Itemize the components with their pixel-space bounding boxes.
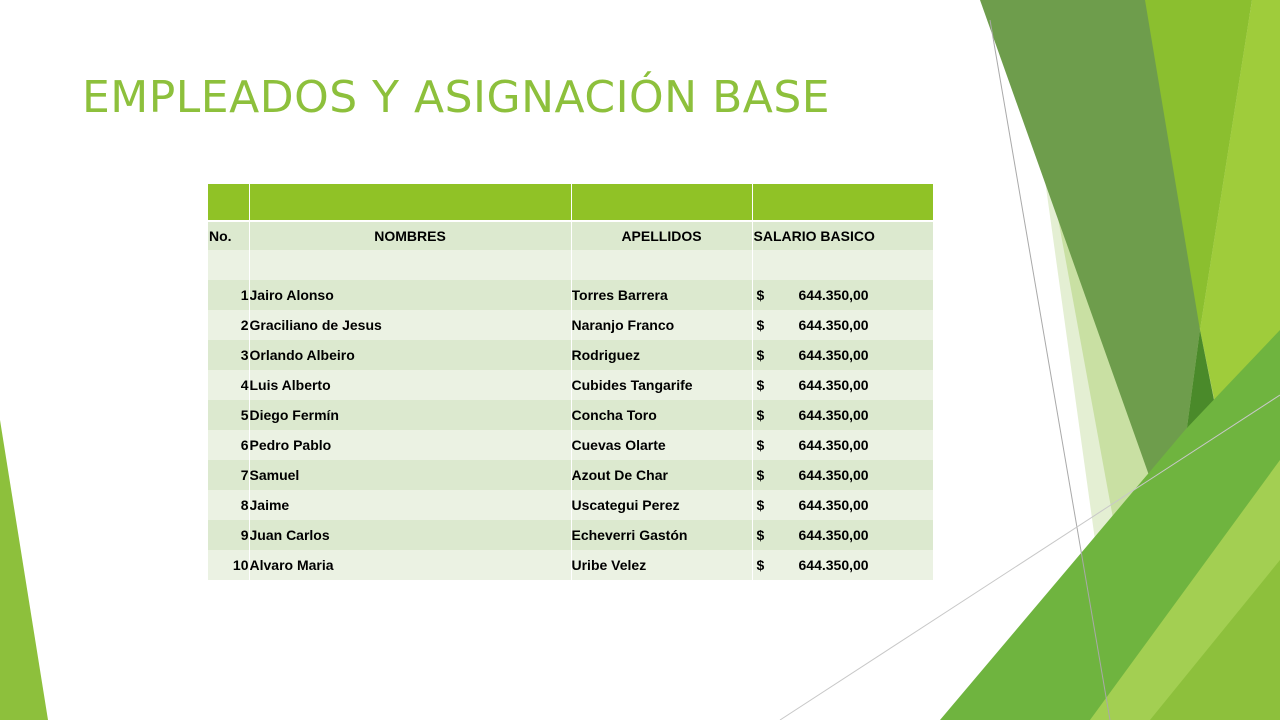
cell-salario xyxy=(752,550,933,580)
cell-nombres: Samuel xyxy=(249,460,571,490)
spacer-cell xyxy=(571,250,752,280)
cell-apellidos: Cuevas Olarte xyxy=(571,430,752,460)
table-row xyxy=(208,370,933,400)
salary-amount: 644.350,00 xyxy=(798,467,869,483)
cell-no: 6 xyxy=(208,430,249,460)
header-no: No. xyxy=(208,221,249,250)
cell-nombres: Graciliano de Jesus xyxy=(249,310,571,340)
cell-apellidos: Torres Barrera xyxy=(571,280,752,310)
cell-no: 5 xyxy=(208,400,249,430)
cell-apellidos: Cubides Tangarife xyxy=(571,370,752,400)
header-salario: SALARIO BASICO xyxy=(752,221,933,250)
salary-amount: 644.350,00 xyxy=(798,317,869,333)
spacer-cell xyxy=(208,250,249,280)
table-header-row xyxy=(208,221,933,250)
cell-nombres: Pedro Pablo xyxy=(249,430,571,460)
cell-nombres: Jaime xyxy=(249,490,571,520)
salary-amount: 644.350,00 xyxy=(798,497,869,513)
currency-symbol: $ xyxy=(756,317,765,333)
currency-symbol: $ xyxy=(756,527,765,543)
cell-apellidos: Azout De Char xyxy=(571,460,752,490)
salary-amount: 644.350,00 xyxy=(798,557,869,573)
cell-nombres: Luis Alberto xyxy=(249,370,571,400)
cell-salario xyxy=(752,430,933,460)
cell-no: 9 xyxy=(208,520,249,550)
cell-salario xyxy=(752,310,933,340)
cell-salario xyxy=(752,340,933,370)
table-row xyxy=(208,340,933,370)
table-banner-row xyxy=(208,184,933,221)
cell-nombres: Diego Fermín xyxy=(249,400,571,430)
cell-no: 8 xyxy=(208,490,249,520)
header-nombres: NOMBRES xyxy=(249,221,571,250)
cell-salario xyxy=(752,490,933,520)
cell-no: 2 xyxy=(208,310,249,340)
cell-nombres: Orlando Albeiro xyxy=(249,340,571,370)
cell-apellidos: Echeverri Gastón xyxy=(571,520,752,550)
cell-nombres: Juan Carlos xyxy=(249,520,571,550)
banner-cell xyxy=(571,184,752,221)
page-title: EMPLEADOS Y ASIGNACIÓN BASE xyxy=(82,72,831,123)
cell-no: 1 xyxy=(208,280,249,310)
cell-salario xyxy=(752,520,933,550)
cell-salario xyxy=(752,460,933,490)
currency-symbol: $ xyxy=(756,497,765,513)
cell-apellidos: Naranjo Franco xyxy=(571,310,752,340)
currency-symbol: $ xyxy=(756,287,765,303)
spacer-cell xyxy=(249,250,571,280)
salary-amount: 644.350,00 xyxy=(798,347,869,363)
cell-salario xyxy=(752,370,933,400)
cell-nombres: Jairo Alonso xyxy=(249,280,571,310)
header-apellidos: APELLIDOS xyxy=(571,221,752,250)
cell-apellidos: Concha Toro xyxy=(571,400,752,430)
cell-no: 10 xyxy=(208,550,249,580)
table-row xyxy=(208,550,933,580)
cell-salario xyxy=(752,400,933,430)
salary-amount: 644.350,00 xyxy=(798,407,869,423)
currency-symbol: $ xyxy=(756,437,765,453)
cell-apellidos: Rodriguez xyxy=(571,340,752,370)
table-row xyxy=(208,400,933,430)
table-row xyxy=(208,460,933,490)
currency-symbol: $ xyxy=(756,377,765,393)
table-row xyxy=(208,490,933,520)
cell-no: 3 xyxy=(208,340,249,370)
banner-cell xyxy=(249,184,571,221)
table-row xyxy=(208,280,933,310)
salary-amount: 644.350,00 xyxy=(798,287,869,303)
cell-nombres: Alvaro Maria xyxy=(249,550,571,580)
table-row xyxy=(208,310,933,340)
currency-symbol: $ xyxy=(756,467,765,483)
salary-amount: 644.350,00 xyxy=(798,527,869,543)
currency-symbol: $ xyxy=(756,557,765,573)
left-green-shape xyxy=(0,420,48,720)
table-row xyxy=(208,520,933,550)
employee-table xyxy=(208,184,934,580)
table-row xyxy=(208,430,933,460)
cell-apellidos: Uscategui Perez xyxy=(571,490,752,520)
banner-cell xyxy=(752,184,933,221)
spacer-cell xyxy=(752,250,933,280)
cell-apellidos: Uribe Velez xyxy=(571,550,752,580)
currency-symbol: $ xyxy=(756,407,765,423)
cell-salario xyxy=(752,280,933,310)
currency-symbol: $ xyxy=(756,347,765,363)
cell-no: 7 xyxy=(208,460,249,490)
table-spacer-row xyxy=(208,250,933,280)
banner-cell xyxy=(208,184,249,221)
cell-no: 4 xyxy=(208,370,249,400)
salary-amount: 644.350,00 xyxy=(798,437,869,453)
salary-amount: 644.350,00 xyxy=(798,377,869,393)
